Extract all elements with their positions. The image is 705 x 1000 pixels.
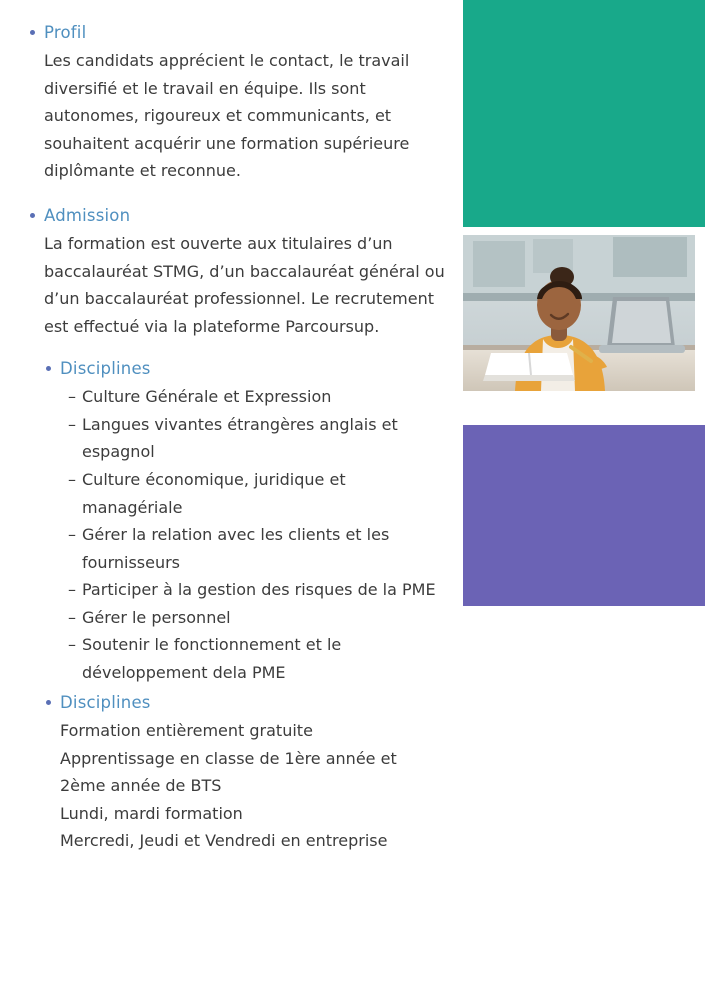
list-item (68, 604, 445, 632)
dash-icon: – (68, 469, 76, 489)
list-item-label: Gérer la relation avec les clients et les fournisseurs (82, 525, 390, 572)
info-line: Apprentissage en classe de 1ère année et 2ème année de BTS (60, 748, 397, 796)
heading-text: Profil (44, 23, 87, 42)
info-line: Lundi, mardi formation (60, 803, 243, 823)
purple-color-block (463, 425, 705, 606)
dash-icon: – (68, 635, 76, 655)
list-item (68, 411, 445, 466)
bullet-dot-icon (30, 213, 35, 218)
section-heading-admission (28, 205, 445, 227)
list-item (68, 631, 445, 686)
bullet-dot-icon (30, 30, 35, 35)
disciplines-list (28, 383, 445, 686)
bullet-dot-icon (46, 366, 51, 371)
list-item-label: Soutenir le fonctionnement et le développement dela PME (82, 635, 342, 682)
bullet-dot-icon (46, 700, 51, 705)
dash-icon: – (68, 525, 76, 545)
list-item (68, 576, 445, 604)
heading-text: Admission (44, 205, 131, 225)
dash-icon: – (68, 607, 76, 627)
section-heading-disciplines-2 (28, 692, 445, 714)
teal-color-block (463, 0, 705, 227)
list-item (68, 521, 445, 576)
info-line: Mercredi, Jeudi et Vendredi en entreprise (60, 831, 388, 851)
section-disciplines-2 (28, 692, 445, 855)
list-item (68, 383, 445, 411)
list-item-label: Culture Générale et Expression (82, 387, 332, 407)
dash-icon: – (68, 580, 76, 600)
info-line: Formation entièrement gratuite (60, 721, 313, 741)
dash-icon: – (68, 414, 76, 434)
section-paragraph-profil: Les candidats apprécient le contact, le travail diversifié et le travail en équipe. Ils sont autonomes, rigoureux et communicants, et souhaitent acquérir une formation supérieure diplômante et reconnue. (44, 51, 410, 181)
dash-icon: – (68, 387, 76, 407)
list-item-label: Participer à la gestion des risques de la PME (82, 580, 436, 600)
section-profil (28, 22, 445, 185)
heading-text: Disciplines (60, 359, 151, 379)
practical-info-lines (28, 717, 445, 855)
list-item-label: Gérer le personnel (82, 607, 231, 627)
section-heading-profil (28, 22, 445, 44)
section-heading-disciplines (28, 358, 445, 380)
section-disciplines (28, 358, 445, 686)
list-item-label: Culture économique, juridique et managériale (82, 469, 346, 517)
section-admission (28, 205, 445, 340)
list-item (68, 466, 445, 521)
heading-text: Disciplines (60, 693, 151, 713)
list-item-label: Langues vivantes étrangères anglais et espagnol (82, 414, 398, 462)
student-studying-with-laptop-photo (463, 235, 695, 391)
section-paragraph-admission: La formation est ouverte aux titulaires d’un baccalauréat STMG, d’un baccalauréat général ou d’un baccalauréat professionnel. Le recrutement est effectué via la plateforme Parcoursup. (44, 234, 445, 336)
